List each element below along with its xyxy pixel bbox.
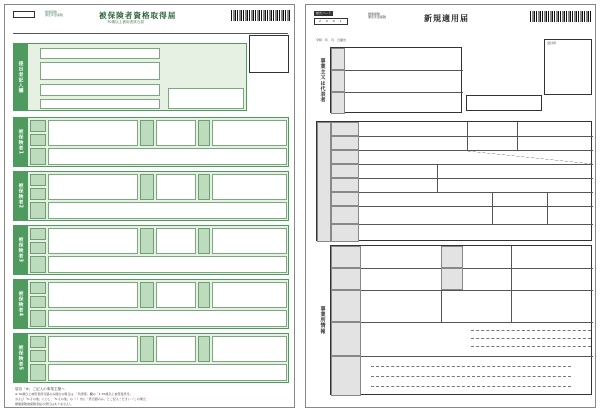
page-title: 被保険者資格取得届 bbox=[99, 11, 177, 20]
struck-cell bbox=[467, 150, 593, 164]
barcode-graphic bbox=[231, 10, 291, 21]
note-line: 健康保険被保険者証の発行はありません）。 bbox=[15, 402, 74, 406]
stamp-box bbox=[544, 39, 592, 95]
section-employer-band: 提出者記入欄 bbox=[13, 43, 27, 111]
section-employer-band: 事業所情報 bbox=[316, 245, 330, 395]
form-acquisition-notice bbox=[4, 4, 295, 408]
owner-area bbox=[330, 47, 462, 113]
note-title: 届出「※」ご記入の事業主様へ bbox=[15, 387, 65, 391]
form-code-value: 2 0 0 1 bbox=[319, 19, 344, 23]
section-insured-band: 被保険者1 bbox=[13, 117, 27, 167]
form-new-application-notice bbox=[305, 4, 596, 408]
section-insured-band: 被保険者5 bbox=[13, 333, 27, 383]
insured-block bbox=[27, 333, 289, 383]
form-code-label: 様式コード bbox=[316, 11, 332, 15]
page-subtitle: 70歳以上被用者該当届 bbox=[107, 20, 144, 24]
insured-block bbox=[27, 117, 289, 167]
stamp-box bbox=[249, 35, 289, 73]
note-line: および「5.その他」に○し、「5.その他」の（ ）内に「該当届のみ」とご記入ください（この場合、 bbox=[15, 397, 149, 401]
note-line: ※ 70歳以上被用者該当届のみ提出の場合は、「所得等」欄の「1.70歳以上被用者該当」 bbox=[15, 392, 133, 396]
phone-box bbox=[466, 95, 542, 111]
insurer-label: 健康保険 厚生年金保険 bbox=[45, 10, 64, 18]
form-code-box bbox=[314, 18, 348, 25]
section-insured-band: 被保険者3 bbox=[13, 225, 27, 275]
insured-block bbox=[27, 171, 289, 221]
submission-date: 令和 年 月 日提出 bbox=[316, 38, 347, 42]
section-owner-band: 事業主又は代表者 bbox=[316, 47, 330, 113]
details-table bbox=[330, 245, 592, 395]
employer-table bbox=[316, 121, 592, 241]
employer-area bbox=[27, 43, 247, 111]
barcode-graphic bbox=[530, 11, 592, 22]
form-code-box bbox=[13, 11, 35, 18]
insurer-label: 健康保険 厚生年金保険 bbox=[368, 12, 387, 20]
insured-block bbox=[27, 225, 289, 275]
section-insured-band: 被保険者4 bbox=[13, 279, 27, 329]
stamp-label: 受付印 bbox=[547, 41, 557, 45]
section-insured-band: 被保険者2 bbox=[13, 171, 27, 221]
page-title: 新規適用届 bbox=[424, 14, 469, 23]
insured-block bbox=[27, 279, 289, 329]
